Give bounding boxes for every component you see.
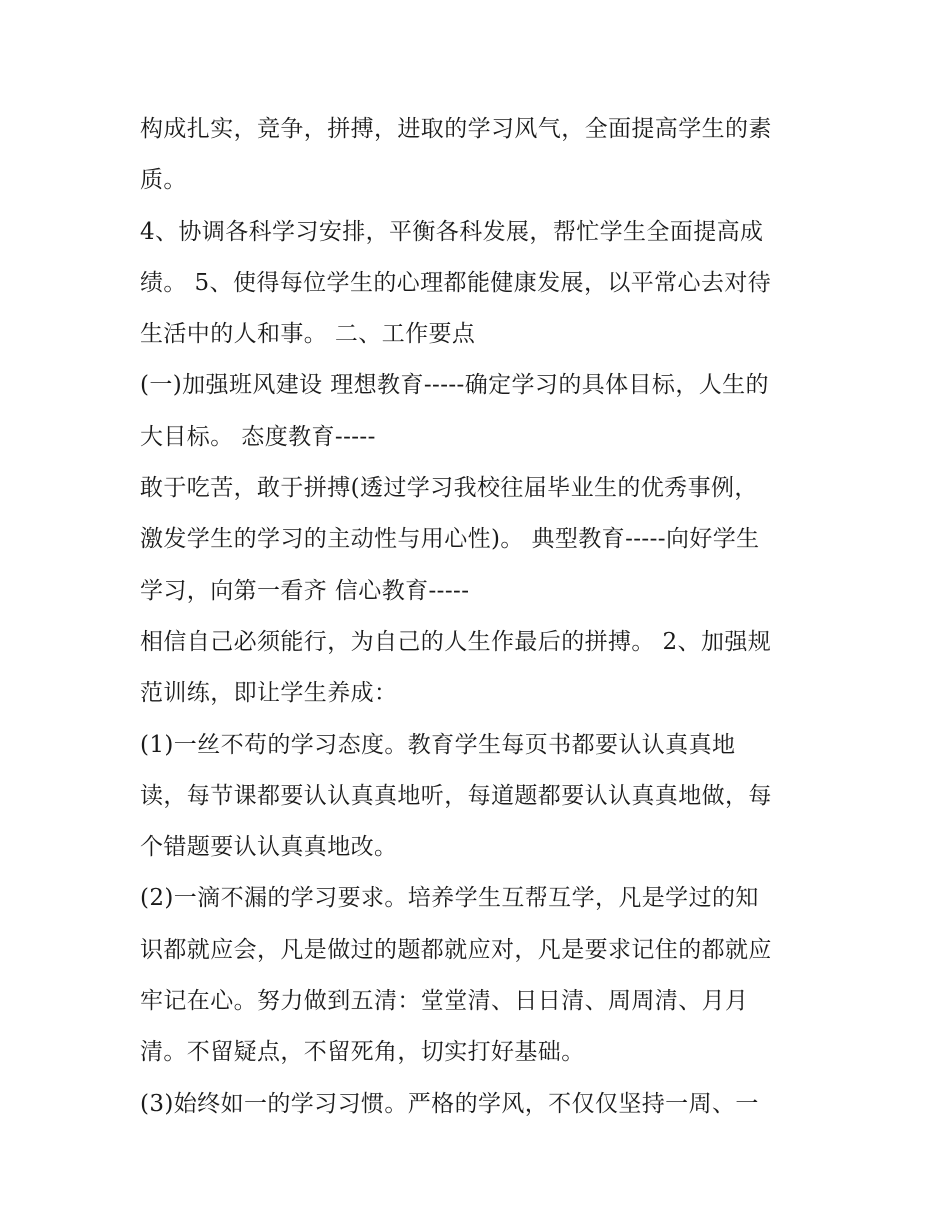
document-body	[140, 104, 820, 1130]
text-line: 4、协调各科学习安排，平衡各科发展，帮忙学生全面提高成	[140, 218, 764, 245]
text-line: (3)始终如一的学习习惯。严格的学风，不仅仅坚持一周、一	[140, 1090, 759, 1117]
text-line: 范训练，即让学生养成：	[140, 680, 398, 707]
text-line: 牢记在心。努力做到五清：堂堂清、日日清、周周清、月月	[140, 988, 749, 1015]
text-line: 相信自己必须能行，为自己的人生作最后的拼搏。 2、加强规	[140, 628, 772, 655]
text-line: 个错题要认认真真地改。	[140, 834, 398, 861]
text-line: 学习，向第一看齐 信心教育-----	[140, 577, 470, 604]
text-line: 生活中的人和事。 二、工作要点	[140, 321, 476, 348]
text-line: 激发学生的学习的主动性与用心性)。 典型教育-----向好学生	[140, 526, 760, 553]
text-line: 识都就应会，凡是做过的题都就应对，凡是要求记住的都就应	[140, 936, 772, 963]
text-line: (一)加强班风建设 理想教育-----确定学习的具体目标，人生的	[140, 372, 769, 399]
text-line: 绩。 5、使得每位学生的心理都能健康发展，以平常心去对待	[140, 269, 772, 296]
text-line: 清。不留疑点，不留死角，切实打好基础。	[140, 1039, 585, 1066]
text-line: 大目标。 态度教育-----	[140, 423, 376, 450]
text-line: (1)一丝不苟的学习态度。教育学生每页书都要认认真真地	[140, 731, 736, 758]
text-line: 质。	[140, 167, 187, 194]
text-line: 读，每节课都要认认真真地听，每道题都要认认真真地做，每	[140, 782, 772, 809]
text-line: 构成扎实，竞争，拼搏，进取的学习风气，全面提高学生的素	[140, 116, 772, 142]
text-line: 敢于吃苦，敢于拼搏(透过学习我校往届毕业生的优秀事例，	[140, 475, 758, 502]
text-line: (2)一滴不漏的学习要求。培养学生互帮互学，凡是学过的知	[140, 885, 759, 912]
